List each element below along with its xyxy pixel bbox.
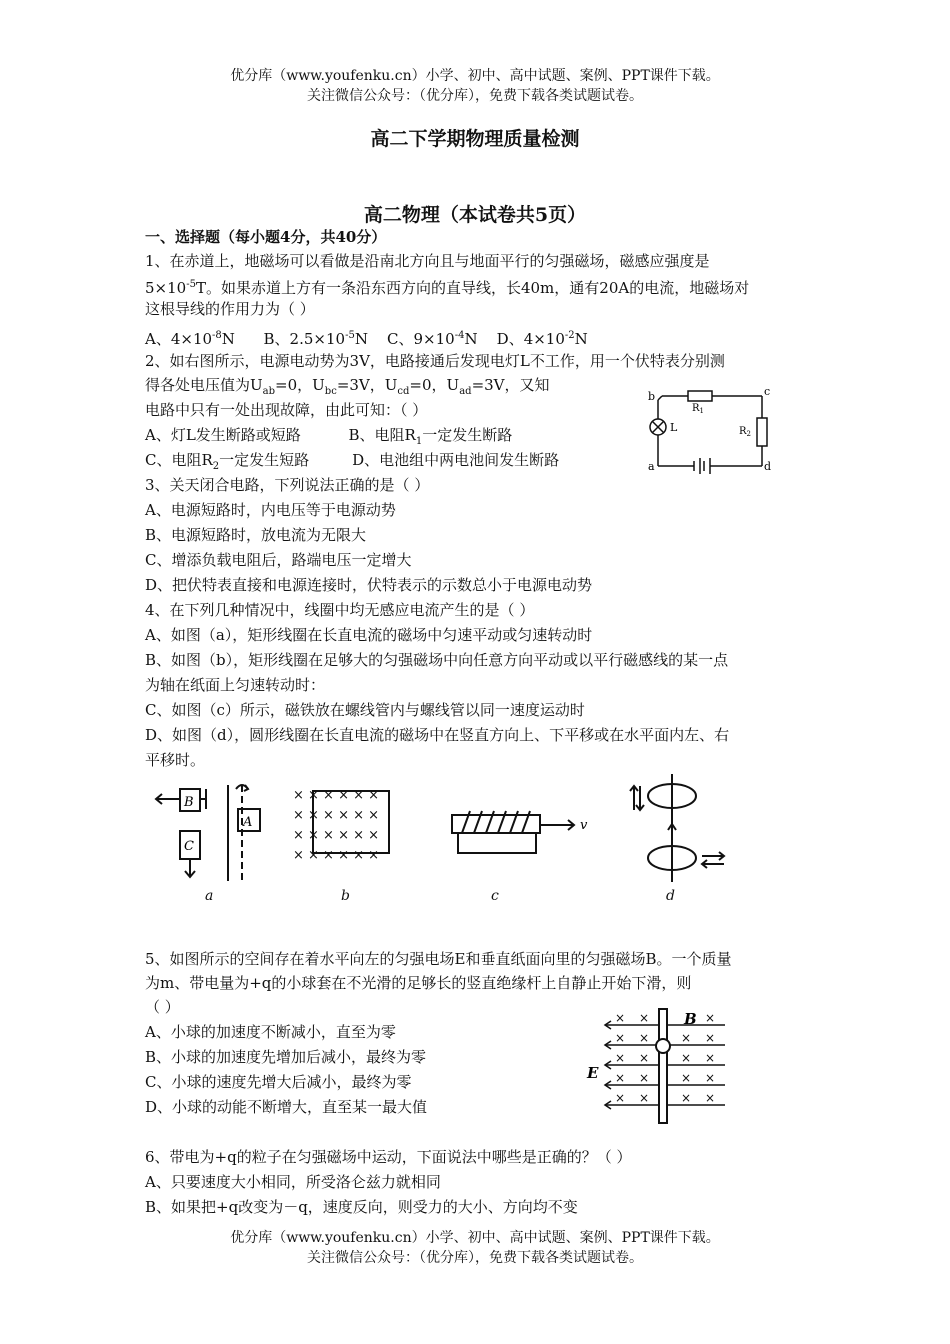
svg-text:×: × [705,1091,716,1105]
q6-stem: 6、带电为+q的粒子在匀强磁场中运动，下面说法中哪些是正确的？（ ） [145,1148,632,1166]
q1-option-d: D、$4\times 10^{-2}N$ [496,330,588,348]
svg-text:×: × [639,1091,650,1105]
lamp-label: L [670,421,678,434]
q3-stem: 3、关天闭合电路，下列说法正确的是（ ） [145,476,430,494]
q2-option-b: B、电阻$R_1$一定发生断路 [348,426,513,447]
q3-option-a: A、电源短路时，内电压等于电源动势 [145,501,396,519]
magnetic-field-crosses [293,788,379,863]
figure-d [620,772,730,884]
footer-line-2: 关注微信公众号：（优分库），免费下载各类试题试卷。 [307,1250,643,1266]
svg-text:×: × [639,1051,650,1065]
fig-a-label-a: A [243,815,253,830]
svg-text:×: × [705,1051,716,1065]
svg-text:×: × [615,1091,626,1105]
svg-text:×: × [705,1071,716,1085]
svg-text:×: × [681,1071,692,1085]
resistor-r1-label: $R_1$ [692,403,704,415]
sub-title: 高二物理（本试卷共5页） [363,204,587,226]
main-title: 高二下学期物理质量检测 [370,128,580,150]
q3-option-b: B、电源短路时，放电流为无限大 [145,526,367,544]
q2-option-d: D、电池组中两电池间发生断路 [352,451,560,469]
section-heading: 一、选择题（每小题4分，共40分） [145,228,387,246]
resistor-r2-label: $R_2$ [739,426,751,438]
q2-line1: 2、如右图所示，电源电动势为3V，电路接通后发现电灯L不工作，用一个伏特表分别测 [145,352,725,370]
q5-line3: （ ） [145,998,180,1016]
svg-text:×: × [681,1031,692,1045]
figure-a [150,775,270,885]
svg-text:×: × [639,1031,650,1045]
svg-text:×: × [639,1011,650,1025]
q5-line1: 5、如图所示的空间存在着水平向左的匀强电场E和垂直纸面向里的匀强磁场B。一个质量 [145,950,732,968]
svg-text:×: × [615,1051,626,1065]
q6-option-a: A、只要速度大小相同，所受洛仑兹力就相同 [145,1173,441,1191]
q4-option-d-line1: D、如图（d），圆形线圈在长直电流的磁场中在竖直方向上、下平移或在水平面内左、右 [145,726,730,744]
circuit-diagram [640,384,780,484]
figure-b [285,783,415,873]
node-label-c: c [764,385,771,398]
q2-line3: 电路中只有一处出现故障，由此可知：（ ） [145,401,428,419]
q5-option-b: B、小球的加速度先增加后减小，最终为零 [145,1048,427,1066]
q2-line2: 得各处电压值为$U_{ab}=0$，$U_{bc}=3V$，$U_{cd}=0$，$U_{ad}=3V$，又知 [145,376,550,397]
svg-text:× × × × × ×: × × × × × × [293,808,380,823]
q1-line2: $5\times 10^{-5}T$。如果赤道上方有一条沿东西方向的直导线，长40m，通有20A的电流，地磁场对 [145,279,750,297]
svg-text:×: × [615,1071,626,1085]
header-line-2: 关注微信公众号：（优分库），免费下载各类试题试卷。 [307,88,643,104]
svg-text:×: × [681,1091,692,1105]
q5-line2: 为m、带电量为+q的小球套在不光滑的足够长的竖直绝缘杆上自静止开始下滑，则 [145,974,692,992]
svg-text:×: × [615,1031,626,1045]
caption-a: a [205,888,214,904]
q3-option-d: D、把伏特表直接和电源连接时，伏特表示的示数总小于电源电动势 [145,576,593,594]
node-label-b: b [648,390,656,403]
fig-a-label-c: C [184,839,194,854]
node-label-a: a [648,460,655,473]
q4-option-b-line1: B、如图（b），矩形线圈在足够大的匀强磁场中向任意方向平动或以平行磁感线的某一点 [145,651,729,669]
field-label-e: E [587,1064,599,1082]
q2-option-a: A、灯L发生断路或短路 [145,426,301,444]
q5-option-a: A、小球的加速度不断减小，直至为零 [145,1023,396,1041]
q2-option-c: C、电阻$R_2$一定发生短路 [145,451,310,472]
q3-option-c: C、增添负载电阻后，路端电压一定增大 [145,551,412,569]
field-diagram [585,1005,735,1125]
svg-text:×: × [705,1011,716,1025]
q5-option-c: C、小球的速度先增大后减小，最终为零 [145,1073,412,1091]
svg-text:×: × [639,1071,650,1085]
svg-text:×: × [681,1051,692,1065]
q1-option-c: C、$9\times 10^{-4}N$ [387,330,478,348]
svg-text:×: × [615,1011,626,1025]
svg-text:×: × [705,1031,716,1045]
q4-option-a: A、如图（a），矩形线圈在长直电流的磁场中匀速平动或匀速转动时 [145,626,593,644]
velocity-label: v [580,818,588,833]
q6-option-b: B、如果把+q改变为－q，速度反向，则受力的大小、方向均不变 [145,1198,578,1216]
svg-text:× × × × × ×: × × × × × × [293,788,380,803]
node-label-d: d [764,460,772,473]
q4-option-d-line2: 平移时。 [145,751,206,769]
caption-d: d [666,888,675,904]
caption-c: c [491,888,499,904]
q4-option-c: C、如图（c）所示，磁铁放在螺线管内与螺线管以同一速度运动时 [145,701,585,719]
figure-c [440,795,600,865]
fig-a-label-b: B [184,795,194,810]
field-label-b: B [684,1010,697,1028]
q5-option-d: D、小球的动能不断增大，直至某一最大值 [145,1098,428,1116]
q1-option-b: B、$2.5\times 10^{-5}N$ [263,330,368,348]
footer-line-1: 优分库（www.youfenku.cn）小学、初中、高中试题、案例、PPT课件下载。 [230,1230,720,1246]
svg-text:× × × × × ×: × × × × × × [293,828,380,843]
q4-option-b-line2: 为轴在纸面上匀速转动时： [145,676,326,694]
q1-line1: 1、在赤道上，地磁场可以看做是沿南北方向且与地面平行的匀强磁场，磁感应强度是 [145,252,710,270]
header-line-1: 优分库（www.youfenku.cn）小学、初中、高中试题、案例、PPT课件下载。 [230,68,720,84]
q1-line3: 这根导线的作用力为（ ） [145,300,315,318]
q1-option-a: A、$4\times 10^{-8}N$ [145,330,235,348]
caption-b: b [341,888,350,904]
svg-text:× × × × × ×: × × × × × × [293,848,380,863]
q1-options [145,325,588,350]
q4-stem: 4、在下列几种情况中，线圈中均无感应电流产生的是（ ） [145,601,535,619]
